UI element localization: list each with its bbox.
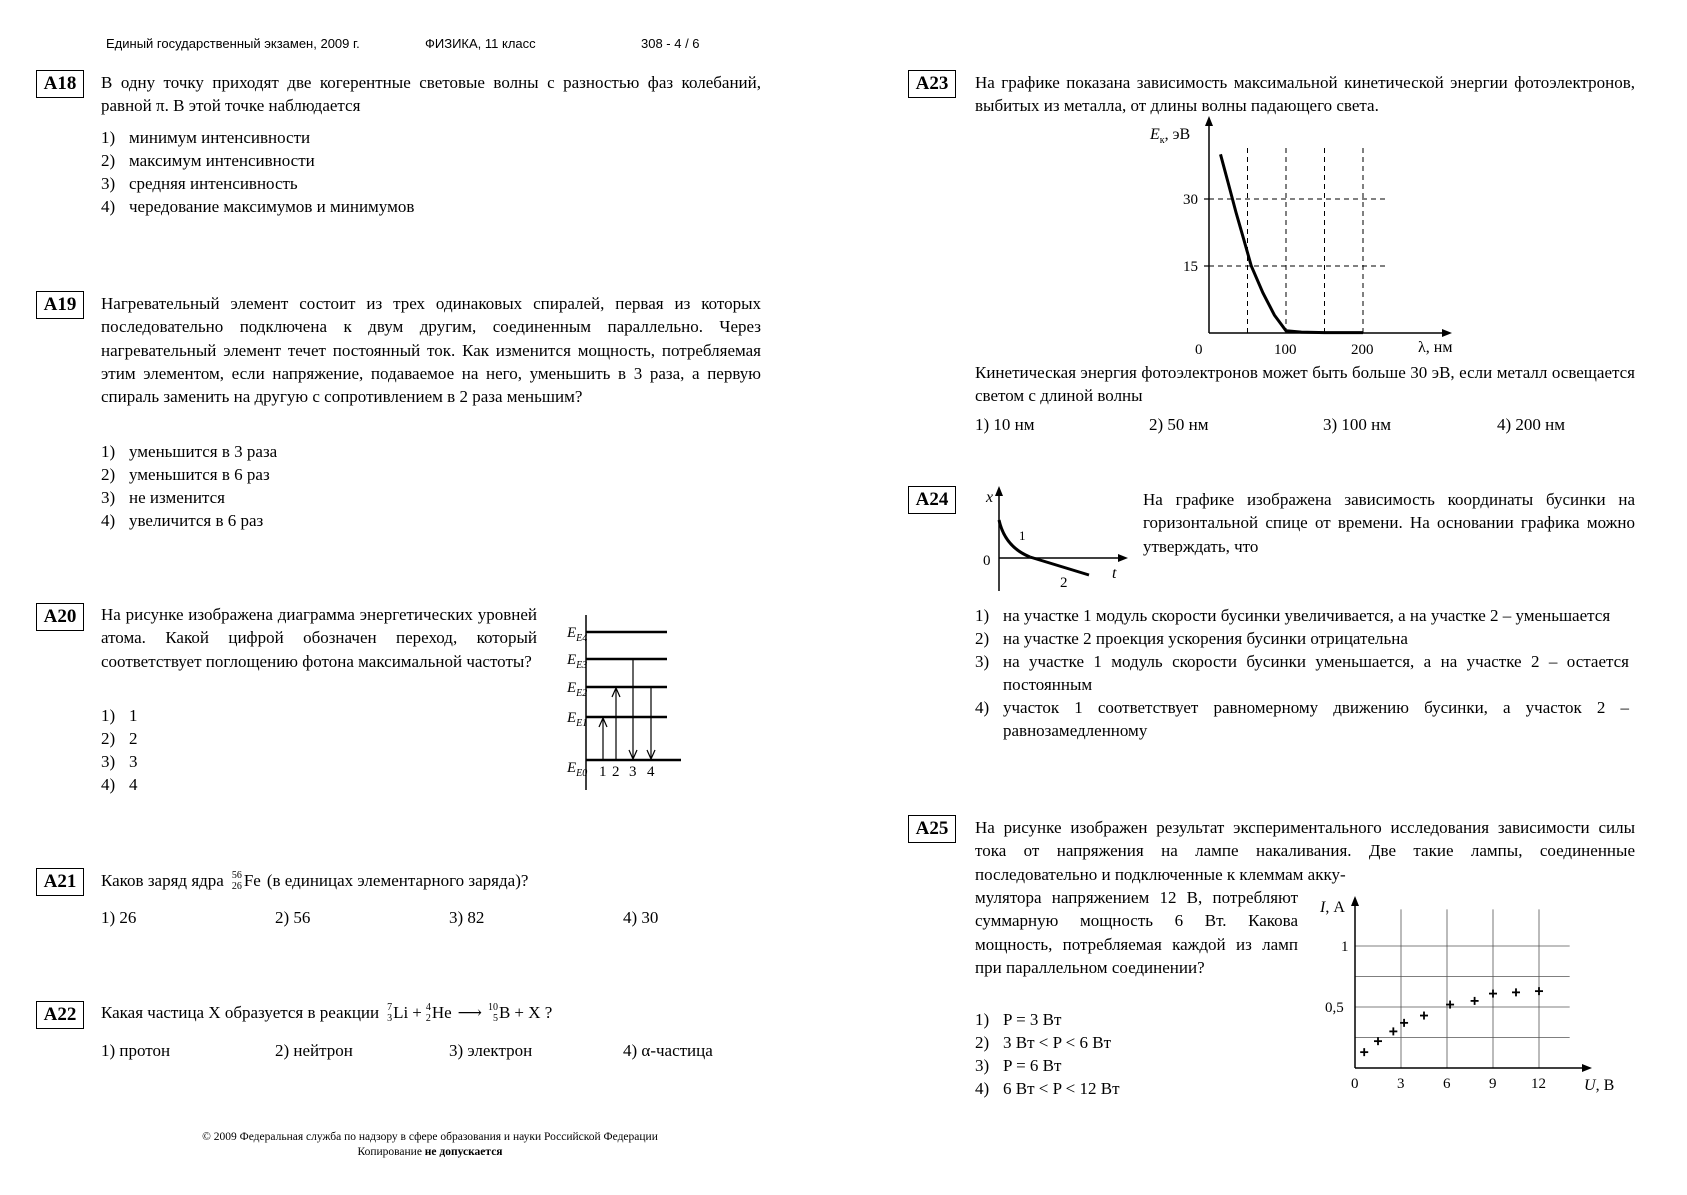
option-number: 4) <box>101 197 116 216</box>
segment-2-line <box>1030 557 1089 575</box>
option-text: чередование максимумов и минимумов <box>129 197 415 216</box>
y-axis-arrow <box>995 486 1003 496</box>
option[interactable] <box>101 727 301 750</box>
option-text: на участке 1 модуль скорости бусинки уменьшается, а на участке 2 – остается постоянным <box>1003 652 1629 694</box>
footer-copy-bold: не допускается <box>424 1146 503 1158</box>
charge-number: 3 <box>387 1013 393 1024</box>
reaction-arrow: ⟶ <box>457 1003 483 1022</box>
question-text-a18: В одну точку приходят две когерентные световые волны с разностью фаз колебаний, равной π. В этой точке наблюдается <box>101 73 761 116</box>
option-number: 3) <box>101 752 116 771</box>
data-point <box>1374 1037 1382 1045</box>
x-tick-label: 12 <box>1531 1076 1546 1092</box>
option-number: 3) <box>101 488 116 507</box>
option-number: 2) <box>101 729 116 748</box>
option-text: на участке 2 проекция ускорения бусинки отрицательна <box>1003 629 1408 648</box>
question-text-a25-side: мулятора напряжением 12 В, потребляют суммарную мощность 6 Вт. Какова мощность, потребляемая каждой из ламп при параллельном соединении? <box>975 888 1298 977</box>
option-number: 1) <box>975 1010 990 1029</box>
option-number: 1) <box>101 706 116 725</box>
data-point <box>1512 988 1520 996</box>
footer-copy-note <box>150 1145 710 1160</box>
question-text-a19: Нагревательный элемент состоит из трех одинаковых спиралей, первая из которых последовательно подключена к двум другим, соединенным параллельно. Через нагревательный элемент течет постоянный ток. Как изменится мощность, потребляемая этим элементом, если напряжение, подаваемое на него, уменьшить в 3 раза, а первую спираль заменить на другую с сопротивлением в 2 раза меньшим? <box>101 294 761 407</box>
x-tick-label: 6 <box>1443 1076 1451 1092</box>
nuclide-numbers <box>488 1002 498 1024</box>
x-tick-label: 3 <box>1397 1076 1405 1092</box>
question-text-a21 <box>101 870 528 892</box>
options-a20 <box>101 704 301 796</box>
option[interactable]: 3) 100 нм <box>1323 415 1392 434</box>
option-text: на участке 1 модуль скорости бусинки увеличивается, а на участке 2 – уменьшается <box>1003 606 1611 625</box>
x-axis-label: t <box>1112 565 1117 582</box>
y-axis-label: x <box>986 489 994 506</box>
option[interactable] <box>101 195 761 218</box>
option[interactable]: 2) 50 нм <box>1149 415 1209 434</box>
option-text: уменьшится в 3 раза <box>129 442 278 461</box>
chart-ticks <box>1325 939 1546 1092</box>
option[interactable] <box>101 750 301 773</box>
option[interactable]: 4) 200 нм <box>1497 415 1566 434</box>
option[interactable] <box>101 440 761 463</box>
nuclide-numbers <box>426 1002 431 1024</box>
option[interactable] <box>975 1008 1305 1031</box>
x-axis-label: λ, нм <box>1418 339 1453 356</box>
data-point <box>1389 1027 1397 1035</box>
options-a25 <box>975 1008 1305 1100</box>
option[interactable]: 1) 10 нм <box>975 415 1035 434</box>
option-number: 4) <box>101 775 116 794</box>
a24-graph <box>975 485 1135 595</box>
x-axis-label: U, В <box>1584 1077 1615 1094</box>
option-text: 3 Вт < P < 6 Вт <box>1003 1033 1112 1052</box>
option[interactable] <box>975 604 1629 627</box>
option-number: 4) <box>975 1079 990 1098</box>
chart-grid <box>1355 909 1570 1068</box>
option[interactable] <box>101 509 761 532</box>
option-number: 3) <box>101 174 116 193</box>
energy-level-diagram <box>555 615 685 795</box>
question-number-a22: A22 <box>36 1001 84 1029</box>
level-label: $E_{E1}$ <box>567 710 588 729</box>
element-symbol: Fe <box>243 871 261 890</box>
option-text: P = 6 Вт <box>1003 1056 1062 1075</box>
y-axis-label: $E_к$, эВ <box>1150 126 1191 146</box>
options-a21 <box>101 908 797 928</box>
y-axis-label: I, А <box>1320 899 1345 916</box>
options-a23 <box>975 415 1671 435</box>
question-text-a24: На графике изображена зависимость координаты бусинки на горизонтальной спице от времени. На основании графика можно утверждать, что <box>1143 490 1635 556</box>
question-number-a19: A19 <box>36 291 84 319</box>
option-number: 3) <box>975 652 990 671</box>
question-number-a25: A25 <box>908 815 956 843</box>
x-tick-label: 9 <box>1489 1076 1497 1092</box>
question-number-a18: A18 <box>36 70 84 98</box>
subject-header: ФИЗИКА, 11 класс <box>425 36 536 51</box>
level-label: $E_{E2}$ <box>567 680 588 699</box>
question-number-a21: A21 <box>36 868 84 896</box>
footer-copy-text: Копирование <box>357 1146 422 1158</box>
option-text: максимум интенсивности <box>129 151 315 170</box>
y-tick-label: 30 <box>1183 192 1198 208</box>
option-text: уменьшится в 6 раз <box>129 465 270 484</box>
mass-number: 7 <box>387 1002 393 1013</box>
x-axis-arrow <box>1582 1064 1592 1072</box>
y-axis-arrow <box>1205 116 1213 126</box>
option[interactable]: 4) 30 <box>623 908 659 927</box>
question-text-start: Каков заряд ядра <box>101 871 224 890</box>
option-text: средняя интенсивность <box>129 174 298 193</box>
question-number-a23: A23 <box>908 70 956 98</box>
question-text-start: Какая частица X образуется в реакции <box>101 1003 380 1022</box>
y-tick-label: 0,5 <box>1325 1000 1344 1016</box>
option[interactable] <box>101 149 761 172</box>
option-number: 1) <box>975 606 990 625</box>
option[interactable] <box>975 627 1629 650</box>
question-text-a25: На рисунке изображен результат экспериментального исследования зависимости силы тока от напряжения на лампе накаливания. Две такие лампы, соединенные последовательно и подключенные к клеммам акку- <box>975 818 1635 884</box>
option-text: 6 Вт < P < 12 Вт <box>1003 1079 1120 1098</box>
y-tick-label: 15 <box>1183 259 1198 275</box>
data-point <box>1360 1048 1368 1056</box>
question-text-a23: На графике показана зависимость максимальной кинетической энергии фотоэлектронов, выбитых из металла, от длины волны падающего света. <box>975 73 1635 116</box>
page-number: 308 - 4 / 6 <box>641 36 700 51</box>
option-number: 1) <box>101 128 116 147</box>
exam-header: Единый государственный экзамен, 2009 г. <box>106 36 360 51</box>
chart-grid <box>1209 145 1386 333</box>
y-tick-label: 1 <box>1341 939 1349 955</box>
a23-chart <box>1140 113 1470 363</box>
x-tick-label: 100 <box>1274 342 1297 358</box>
charge-number: 5 <box>493 1013 499 1024</box>
transition-label: 3 <box>629 764 637 780</box>
level-label: $E_{E3}$ <box>567 652 588 671</box>
option[interactable] <box>101 463 761 486</box>
option[interactable]: 1) протон <box>101 1041 171 1060</box>
option-text: минимум интенсивности <box>129 128 311 147</box>
nuclide-numbers <box>232 870 242 892</box>
option-text: 2 <box>129 729 138 748</box>
option[interactable] <box>101 172 761 195</box>
y-axis-arrow <box>1351 896 1359 906</box>
option-text: участок 1 соответствует равномерному движению бусинки, а участок 2 – равнозамедленному <box>1003 698 1629 740</box>
mass-number: 10 <box>488 1002 499 1013</box>
option-text: 1 <box>129 706 138 725</box>
question-text-a22 <box>101 1002 552 1024</box>
options-a22 <box>101 1041 797 1061</box>
level-label: $E_{E4}$ <box>567 625 588 644</box>
element-symbol: B <box>499 1003 511 1022</box>
option-text: P = 3 Вт <box>1003 1010 1062 1029</box>
x-tick-label: 0 <box>1195 342 1203 358</box>
mass-number: 56 <box>231 870 242 881</box>
x-tick-label: 200 <box>1351 342 1374 358</box>
option[interactable]: 3) электрон <box>449 1041 533 1060</box>
option-number: 3) <box>975 1056 990 1075</box>
transition-label: 2 <box>612 764 620 780</box>
plus-sign: + <box>412 1003 422 1022</box>
question-text-end: (в единицах элементарного заряда)? <box>266 871 529 890</box>
option[interactable] <box>975 650 1629 696</box>
option[interactable] <box>101 773 301 796</box>
element-symbol: He <box>431 1003 452 1022</box>
transition-label: 4 <box>647 764 655 780</box>
footer-copyright: © 2009 Федеральная служба по надзору в сфере образования и науки Российской Федерации <box>202 1131 658 1143</box>
segment-2-label: 2 <box>1060 575 1068 591</box>
charge-number: 2 <box>425 1013 431 1024</box>
options-a19 <box>101 440 761 532</box>
option[interactable]: 2) нейтрон <box>275 1041 353 1060</box>
option-text: увеличится в 6 раз <box>129 511 264 530</box>
options-a18 <box>101 126 761 218</box>
segment-1-label: 1 <box>1019 528 1026 543</box>
option-number: 2) <box>975 1033 990 1052</box>
question-number-a20: A20 <box>36 603 84 631</box>
option-text: 3 <box>129 752 138 771</box>
option[interactable] <box>101 126 761 149</box>
option[interactable] <box>101 486 761 509</box>
data-points <box>1360 987 1543 1056</box>
option-text: 4 <box>129 775 138 794</box>
charge-number: 26 <box>231 881 242 892</box>
option[interactable]: 3) 82 <box>449 908 485 927</box>
option[interactable]: 1) 26 <box>101 908 137 927</box>
option[interactable] <box>101 704 301 727</box>
option[interactable] <box>975 1077 1305 1100</box>
series-line <box>1221 154 1364 332</box>
element-symbol: Li <box>393 1003 409 1022</box>
data-point <box>1420 1012 1428 1020</box>
question-text-a20: На рисунке изображена диаграмма энергетических уровней атома. Какой цифрой обозначен переход, который соответствует поглощению фотона максимальной частоты? <box>101 605 537 671</box>
x-axis-arrow <box>1442 329 1452 337</box>
option-number: 2) <box>101 151 116 170</box>
option-number: 4) <box>975 698 990 717</box>
origin-label: 0 <box>983 553 991 569</box>
option[interactable] <box>975 1054 1305 1077</box>
options-a24 <box>975 604 1629 742</box>
option[interactable]: 4) α-частица <box>623 1041 713 1060</box>
mass-number: 4 <box>425 1002 431 1013</box>
reaction-tail: + X ? <box>514 1003 553 1022</box>
footer <box>150 1130 710 1160</box>
option[interactable] <box>975 696 1629 742</box>
option[interactable] <box>975 1031 1305 1054</box>
option-text: не изменится <box>129 488 225 507</box>
option-number: 2) <box>101 465 116 484</box>
nuclide-numbers <box>387 1002 392 1024</box>
x-tick-label: 0 <box>1351 1076 1359 1092</box>
data-point <box>1489 990 1497 998</box>
x-axis-arrow <box>1118 554 1128 562</box>
data-point <box>1535 987 1543 995</box>
option-number: 1) <box>101 442 116 461</box>
level-label: $E_{E0}$ <box>567 760 588 779</box>
question-text-a23-part2: Кинетическая энергия фотоэлектронов может быть больше 30 эВ, если металл освещается светом с длиной волны <box>975 363 1635 406</box>
option-number: 2) <box>975 629 990 648</box>
transition-label: 1 <box>599 764 607 780</box>
option[interactable]: 2) 56 <box>275 908 311 927</box>
question-number-a24: A24 <box>908 486 956 514</box>
option-number: 4) <box>101 511 116 530</box>
data-point <box>1471 997 1479 1005</box>
a25-chart <box>1310 890 1630 1100</box>
